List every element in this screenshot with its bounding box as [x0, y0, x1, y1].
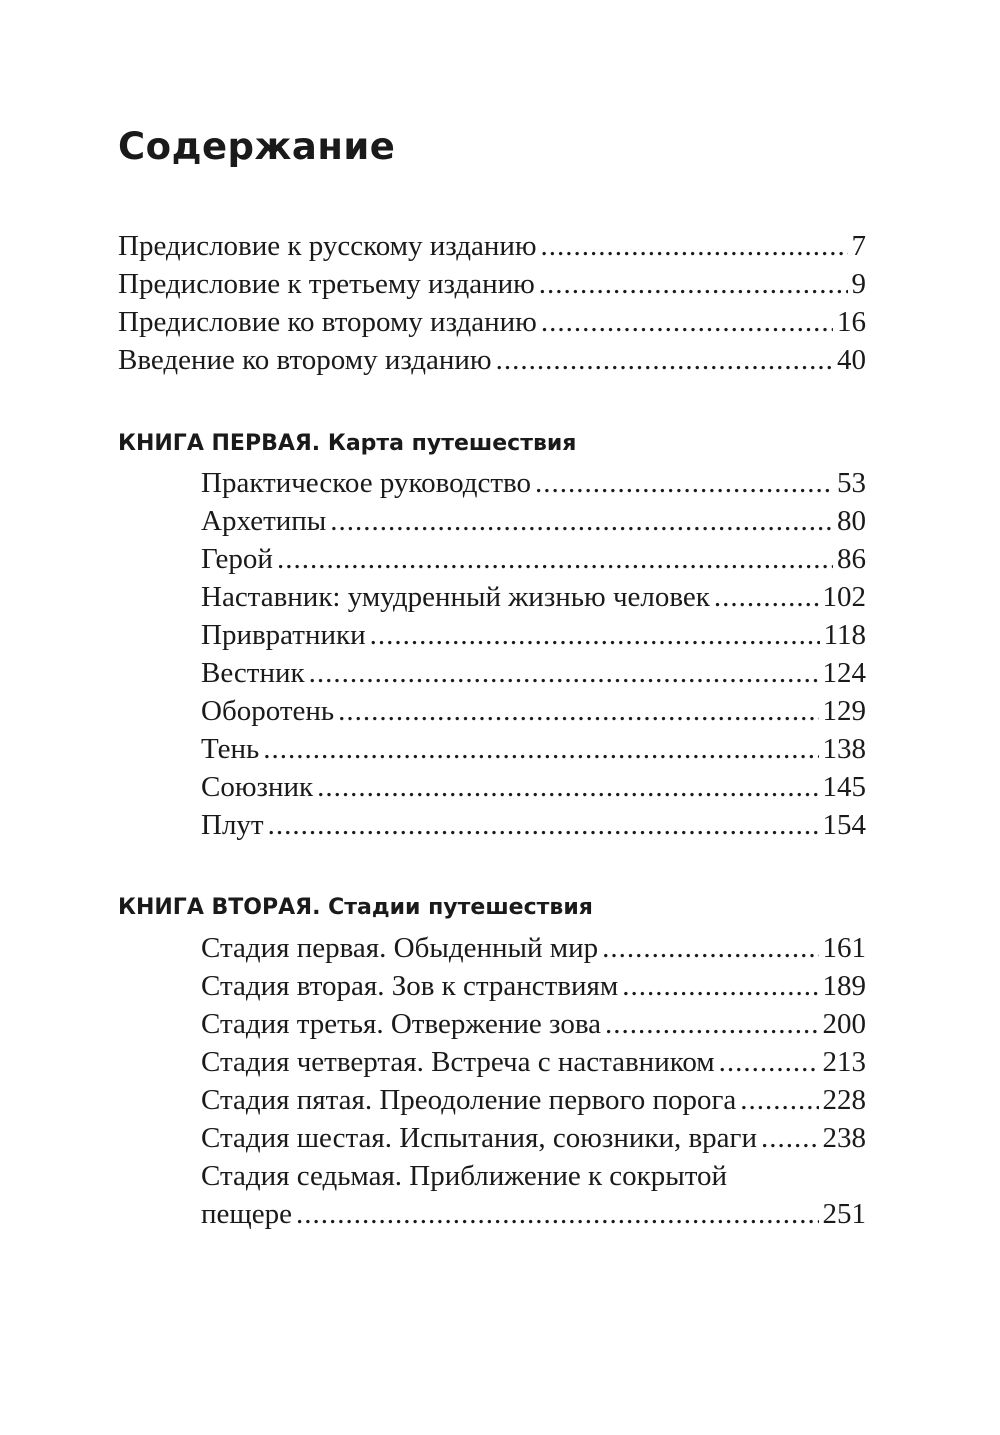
toc-entry-text: Стадия третья. Отвержение зова [201, 1008, 602, 1040]
toc-entry-text: Предисловие к третьему изданию [118, 268, 535, 300]
toc-entry-text: Введение ко второму изданию [118, 344, 492, 376]
toc-entry [201, 464, 866, 502]
toc-page-number: 80 [837, 505, 866, 537]
toc-page-number: 189 [822, 970, 866, 1002]
book-label: КНИГА ВТОРАЯ. [118, 895, 321, 920]
toc-page-number: 53 [837, 467, 866, 499]
toc-entry [201, 768, 866, 806]
toc-entry [201, 578, 866, 616]
page-title: Содержание [118, 125, 396, 168]
toc-entry-text: Вестник [201, 657, 305, 689]
toc-entry [201, 806, 866, 844]
dot-leader [277, 540, 833, 578]
dot-leader [263, 730, 818, 768]
toc-entry-text: Оборотень [201, 695, 335, 727]
toc-page-number: 124 [822, 657, 866, 689]
toc-entry-text: Стадия первая. Обыденный мир [201, 932, 599, 964]
toc-page-number: 228 [822, 1084, 866, 1116]
toc-page-number: 161 [822, 932, 866, 964]
dot-leader [605, 1005, 818, 1043]
dot-leader [740, 1081, 818, 1119]
toc-page-number: 102 [822, 581, 866, 613]
dot-leader [317, 768, 818, 806]
toc-entry-text: Герой [201, 543, 273, 575]
toc-entry [201, 616, 866, 654]
toc-page-number: 213 [822, 1046, 866, 1078]
dot-leader [602, 929, 818, 967]
toc-page-number: 238 [822, 1122, 866, 1154]
toc-page-number: 154 [822, 809, 866, 841]
dot-leader [370, 616, 820, 654]
dot-leader [719, 1043, 819, 1081]
dot-leader [622, 967, 818, 1005]
book-label: КНИГА ПЕРВАЯ. [118, 431, 321, 456]
toc-entry-text-wrapped: Стадия седьмая. Приближение к сокрытой [201, 1160, 728, 1192]
toc-entry [118, 265, 866, 303]
toc-entry [118, 303, 866, 341]
toc-entry-text: Стадия шестая. Испытания, союзники, враги [201, 1122, 757, 1154]
dot-leader [330, 502, 833, 540]
dot-leader [296, 1195, 819, 1233]
toc-page-number: 7 [851, 230, 866, 262]
dot-leader [541, 303, 833, 341]
toc-entry-text: Предисловие к русскому изданию [118, 230, 537, 262]
book-one-heading [118, 429, 576, 459]
toc-page-number: 200 [822, 1008, 866, 1040]
book-subtitle: Стадии путешествия [328, 895, 593, 920]
toc-entry-text: Практическое руководство [201, 467, 532, 499]
toc-entry [201, 502, 866, 540]
toc-entry-text: пещере [201, 1198, 292, 1230]
dot-leader [541, 227, 848, 265]
toc-page-number: 251 [822, 1198, 866, 1230]
toc-entry [118, 227, 866, 265]
book-subtitle: Карта путешествия [327, 431, 577, 456]
dot-leader [535, 464, 833, 502]
toc-page-number: 145 [822, 771, 866, 803]
toc-entry-text: Стадия четвертая. Встреча с наставником [201, 1046, 715, 1078]
toc-page-number: 138 [822, 733, 866, 765]
toc-page-number: 16 [837, 306, 866, 338]
toc-entry-text: Архетипы [201, 505, 327, 537]
toc-entry [201, 1043, 866, 1081]
dot-leader [761, 1119, 819, 1157]
dot-leader [338, 692, 818, 730]
book-two-heading [118, 893, 593, 923]
dot-leader [309, 654, 819, 692]
toc-page-number: 40 [837, 344, 866, 376]
toc-entry-text: Привратники [201, 619, 366, 651]
toc-entry-text: Стадия вторая. Зов к странствиям [201, 970, 619, 1002]
toc-entry [201, 1195, 866, 1233]
toc-entry-text: Тень [201, 733, 260, 765]
dot-leader [268, 806, 819, 844]
toc-entry [201, 1005, 866, 1043]
toc-entry [201, 929, 866, 967]
toc-entry [201, 1119, 866, 1157]
toc-entry [201, 540, 866, 578]
toc-entry-text: Стадия пятая. Преодоление первого порога [201, 1084, 737, 1116]
toc-entry [201, 692, 866, 730]
toc-entry [201, 1081, 866, 1119]
toc-entry [201, 967, 866, 1005]
dot-leader [714, 578, 819, 616]
toc-entry [118, 341, 866, 379]
toc-entry [201, 730, 866, 768]
toc-entry-text: Предисловие ко второму изданию [118, 306, 537, 338]
toc-page-number: 86 [837, 543, 866, 575]
dot-leader [539, 265, 848, 303]
dot-leader [496, 341, 833, 379]
toc-page-number: 118 [823, 619, 866, 651]
toc-entry [201, 654, 866, 692]
toc-entry-text: Наставник: умудренный жизнью человек [201, 581, 710, 613]
toc-entry-text: Союзник [201, 771, 314, 803]
toc-entry-text: Плут [201, 809, 264, 841]
toc-page-number: 9 [851, 268, 866, 300]
toc-page-number: 129 [822, 695, 866, 727]
